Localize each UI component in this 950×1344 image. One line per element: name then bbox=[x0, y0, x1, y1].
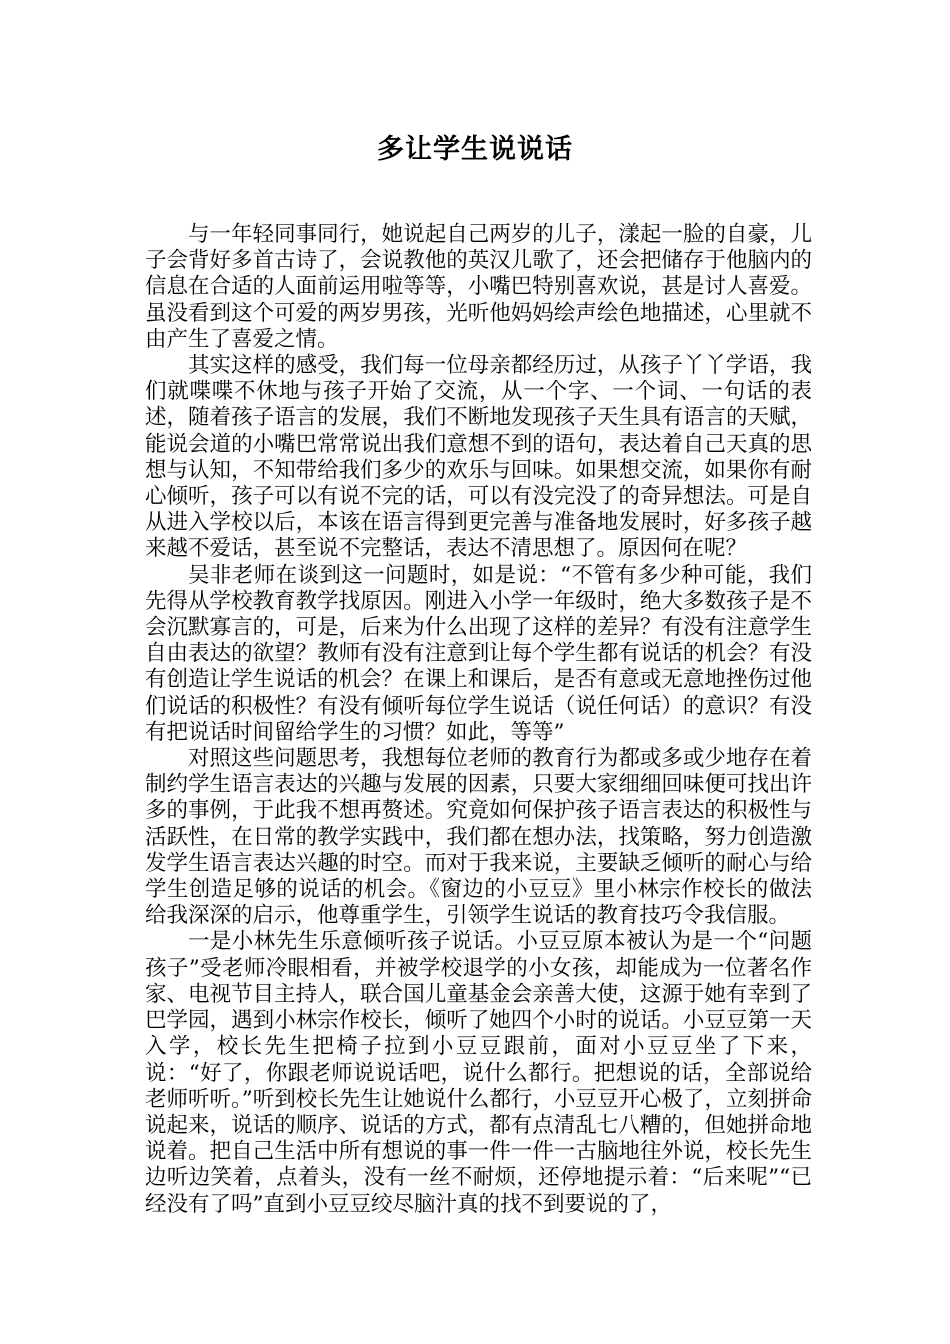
document-title: 多让学生说说话 bbox=[377, 134, 573, 165]
paragraph: 其实这样的感受，我们每一位母亲都经历过，从孩子丫丫学语，我们就喋喋不休地与孩子开始了交流，从一个字、一个词、一句话的表述，随着孩子语言的发展，我们不断地发现孩子天生具有语言的天赋，能说会道的小嘴巴常常说出我们意想不到的语句，表达着自己天真的思想与认知，不知带给我们多少的欢乐与回味。如果想交流，如果你有耐心倾听，孩子可以有说不完的话，可以有没完没了的奇异想法。可是自从进入学校以后，本该在语言得到更完善与准备地发展时，好多孩子越来越不爱话，甚至说不完整话，表达不清思想了。原因何在呢？ bbox=[145, 353, 812, 562]
paragraph: 对照这些问题思考，我想每位老师的教育行为都或多或少地存在着制约学生语言表达的兴趣与发展的因素，只要大家细细回味便可找出许多的事例，于此我不想再赘述。究竟如何保护孩子语言表达的积极性与活跃性，在日常的教学实践中，我们都在想办法，找策略，努力创造激发学生语言表达兴趣的时空。而对于我来说，主要缺乏倾听的耐心与给学生创造足够的说话的机会。《窗边的小豆豆》里小林宗作校长的做法给我深深的启示，他尊重学生，引领学生说话的教育技巧令我信服。 bbox=[145, 746, 812, 929]
document-body bbox=[145, 222, 812, 1218]
paragraph: 吴非老师在谈到这一问题时，如是说：“不管有多少种可能，我们先得从学校教育教学找原因。刚进入小学一年级时，绝大多数孩子是不会沉默寡言的，可是，后来为什么出现了这样的差异？有没有注意学生自由表达的欲望？教师有没有注意到让每个学生都有说话的机会？有没有创造让学生说话的机会？在课上和课后，是否有意或无意地挫伤过他们说话的积极性？有没有倾听每位学生说话（说任何话）的意识？有没有把说话时间留给学生的习惯？如此，等等” bbox=[145, 562, 812, 745]
paragraph: 与一年轻同事同行，她说起自己两岁的儿子，漾起一脸的自豪，儿子会背好多首古诗了，会说教他的英汉儿歌了，还会把储存于他脑内的信息在合适的人面前运用啦等等，小嘴巴特别喜欢说，甚是讨人喜爱。虽没看到这个可爱的两岁男孩，光听他妈妈绘声绘色地描述，心里就不由产生了喜爱之情。 bbox=[145, 222, 812, 352]
paragraph: 一是小林先生乐意倾听孩子说话。小豆豆原本被认为是一个“问题孩子”受老师冷眼相看，并被学校退学的小女孩，却能成为一位著名作家、电视节目主持人，联合国儿童基金会亲善大使，这源于她有幸到了巴学园，遇到小林宗作校长，倾听了她四个小时的说话。小豆豆第一天入学，校长先生把椅子拉到小豆豆跟前，面对小豆豆坐了下来，说：“好了，你跟老师说说话吧，说什么都行。把想说的话，全部说给老师听听。”听到校长先生让她说什么都行，小豆豆开心极了，立刻拼命说起来，说话的顺序、说话的方式，都有点清乱七八糟的，但她拼命地说着。把自己生活中所有想说的事一件一件一古脑地往外说，校长先生边听边笑着，点着头，没有一丝不耐烦，还停地提示着：“后来呢”“已经没有了吗”直到小豆豆绞尽脑汁真的找不到要说的了， bbox=[145, 929, 812, 1217]
